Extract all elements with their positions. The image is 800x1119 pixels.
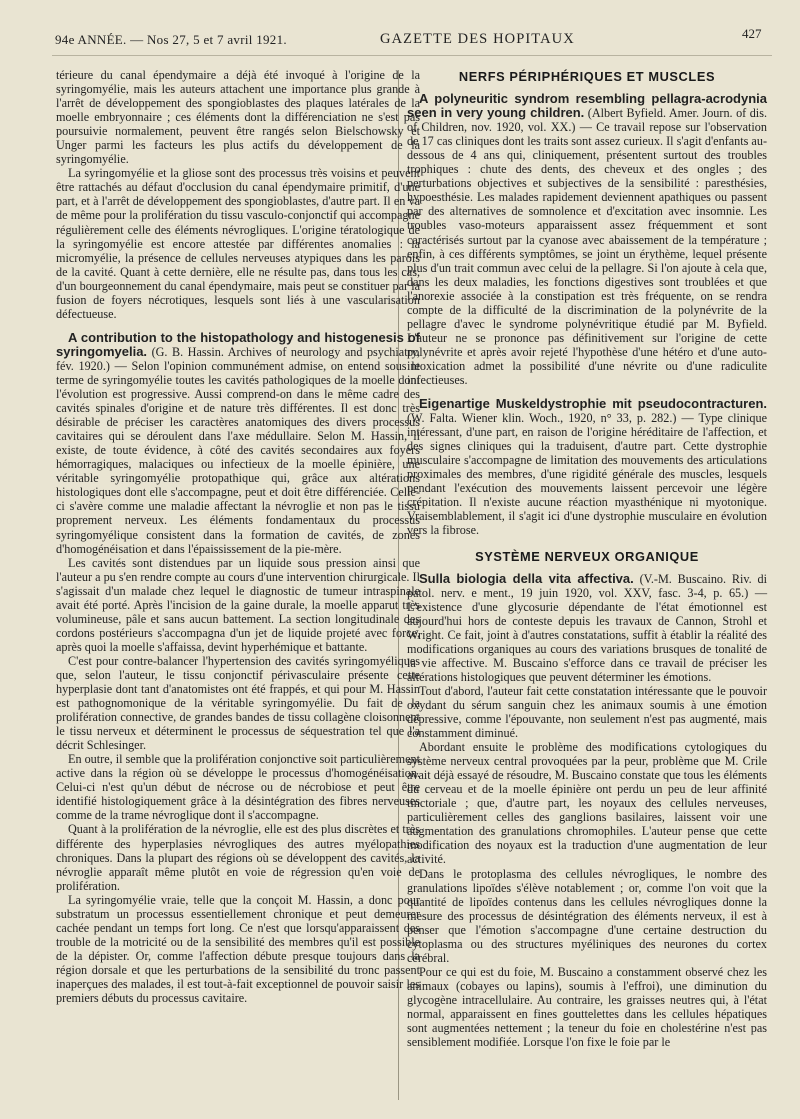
- header-rule: [52, 55, 772, 56]
- paragraph: Abordant ensuite le problème des modifications cytologiques du système nerveux central provoquées par la peur, problème que M. Crile avait déjà essayé de résoudre, M. Buscaino constate que tous les éléments du cerveau et de la moelle épinière ont perdu un peu de leur affinité tinctoriale ; que, d'autre part, les noyaux des cellules nerveuses, particulièrement celles des ganglions basilaires, laissent voir une augmentation des granulations chromophiles. L'auteur pense que cette modification des noyaux est la traduction d'une augmentation de leur activité.: [407, 740, 767, 867]
- paragraph: En outre, il semble que la prolifération conjonctive soit particulièrement active dans la région où se développe le processus d'homogénéisation. Celui-ci n'est qu'un début de nécrose ou de nécrobiose et peut être identifié histologiquement grâce à la désintégration des fibres nerveuses comme de la trame névroglique dont il s'accompagne.: [56, 752, 420, 823]
- paragraph: Quant à la prolifération de la névroglie, elle est des plus discrètes et très différente des hyperplasies névrogliques des autres myélopathies chroniques. Dans la plupart des régions où se développent des cavités, la névroglie apparaît même plutôt en voie de régression qu'en voie de prolifération.: [56, 822, 420, 893]
- article-hassin: [56, 331, 420, 556]
- paragraph: La syringomyélie vraie, telle que la conçoit M. Hassin, a donc pour substratum un processus essentiellement chronique et peut demeurer cachée pendant un temps fort long. Ce n'est que lorsqu'apparaissent des trouble de la motricité ou de la sensibilité des membres qu'il est possible de la dépister. Or, comme l'affection débute presque toujours dans la région dorsale et que les perturbations de la sensibilité du tronc passent inaperçues des malades, il est tout-à-fait exceptionnel de pouvoir saisir les premiers débuts du processus cavitaire.: [56, 892, 420, 1006]
- journal-title: GAZETTE DES HOPITAUX: [380, 31, 575, 47]
- article-text: — Ce travail repose sur l'observation de 17 cas cliniques dont les traits sont assez curieux. Il s'agit d'enfants au-dessous de 4 ans qui, cliniquement, présentent surtout des troubles trophiques : chute des dents, des cheveux et des ongles ; des perturbations objectives et subjectives de la sensibilité : paresthésies, hypoesthésie. Les malades rapidement deviennent apathiques ou passent par des alternatives de somnolence et d'excitation avec insomnie. Les troubles vaso-moteurs apparaissent assez fréquemment et sont caractérisés surtout par la cyanose avec abaissement de la température ; enfin, à ces différents symptômes, se joint un érythème, lequel présente plus d'un trait commun avec celui de la pellagre. Si l'on ajoute à cela que, dans les deux maladies, les fonctions digestives sont troublées et que l'anorexie associée à la constipation est très fréquente, on se rendra compte de la difficulté de la discrimination de la polynévrite de la pellagre d'avec le syndrome polynévritique étudié par M. Byfield. L'auteur ne se prononce pas définitivement sur l'origine de cette polynévrite et après avoir rejeté l'hypothèse d'une hétéro et d'une auto-intoxication admet la possibilité d'une névrite ou d'une radiculite infectieuses.: [407, 120, 767, 387]
- article-falta: [407, 397, 767, 537]
- article-text: — Type clinique intéressant, d'une part, en raison de l'origine héréditaire de l'affection, et des signes cliniques qui la traduisent, d'autre part. Cette dystrophie musculaire s'accompagne de limitation des mouvements des articulations proximales des membres, d'une rigidité générale des muscles, lesquels pendant l'exécution des mouvements laissent percevoir une légère crépitation. Il n'existe aucune réaction myasthénique ni myotonique. Vraisemblablement, il s'agit ici d'une dystrophie musculaire en évolution vers la fibrose.: [407, 411, 767, 538]
- issue-info: 94e ANNÉE. — Nos 27, 5 et 7 avril 1921.: [55, 32, 287, 47]
- paragraph: C'est pour contre-balancer l'hypertension des cavités syringomyéliques que, selon l'auteur, le tissu conjonctif périvasculaire présente cette hyperplasie dont tant d'anatomistes ont été frappés, et qui pour M. Hassin est pathognomonique de la véritable syringomyélie. Du fait de la prolifération connective, de grandes bandes de tissu collagène cloisonnent le tissu nerveux et déterminent le processus de séquestration tel que l'a décrit Schlesinger.: [56, 653, 420, 753]
- paragraph: Dans le protoplasma des cellules névrogliques, le nombre des granulations lipoïdes s'élève notablement ; or, comme l'on voit que la quantité de lipoïdes contenus dans les cellules névrogliques donne la mesure des processus de désintégration des éléments nerveux, il est à penser que l'émotion s'accompagne d'une certaine destruction du cytoplasma ou des structures myéliniques des neurones du cortex cérébral.: [407, 866, 767, 965]
- article-text: — L'existence d'une glycosurie dépendante de l'état émotionnel est aujourd'hui hors de conteste depuis les travaux de Cannon, Strohl et Wright. Ce fait, joint à d'autres constatations, suffit à établir la réalité des modifications organiques au cours des variations brusques de tonalité de la vie affective. M. Buscaino s'efforce dans ce travail de préciser les altérations histologiques que peuvent déterminer les émotions.: [407, 585, 768, 684]
- section-heading: SYSTÈME NERVEUX ORGANIQUE: [475, 548, 699, 564]
- article-reference: (Albert Byfield. Amer. Journ. of dis. of Children, nov. 1920, vol. XX.): [407, 106, 767, 135]
- article-title: Sulla biologia della vita affectiva.: [419, 570, 634, 586]
- paragraph: térieure du canal épendymaire a déjà été invoqué à l'origine de la syringomyélie, mais les auteurs attachent une importance plus grande à l'arrêt de développement des spongioblastes des plaques latérales de la moelle embryonnaire ; ces éléments dont la différenciation ne s'est pas poursuivie normalement, peuvent être rangés selon Bielschowsky et Unger parmi les facteurs les plus actifs du développement de la syringomyélie.: [56, 68, 420, 167]
- paragraph: Les cavités sont distendues par un liquide sous pression ainsi que l'auteur a pu s'en rendre compte au cours d'une intervention chirurgicale. Il s'agissait d'un malade chez lequel le diagnostic de tumeur intraspinale avait été porté. Après l'incision de la gaine durale, la moelle apparut très volumineuse, pâle et sans aucun battement. La section longitudinale des cordons postérieurs s'accompagna d'un jet de liquide projeté avec force, après quoi la moelle s'affaissa, devint hyperhémique et battante.: [56, 555, 420, 654]
- article-buscaino: [407, 572, 767, 684]
- article-byfield: [407, 92, 767, 387]
- page-header: [50, 22, 770, 50]
- page-number: 427: [742, 26, 762, 41]
- article-title: Eigenartige Muskeldystrophie mit pseudocontracturen.: [419, 396, 767, 412]
- article-reference: (V.-M. Buscaino. Riv. di patol. nerv. e ment., 19 juin 1920, vol. XXV, fasc. 3-4, p. 65.): [407, 571, 768, 600]
- article-reference: (G. B. Hassin. Archives of neurology and psychiatry, fév. 1920.): [56, 344, 420, 373]
- paragraph: Tout d'abord, l'auteur fait cette constatation intéressante que le pouvoir oxydant du sérum sanguin chez les animaux soumis à une émotion dépressive, comme l'épouvante, non seulement n'est pas augmenté, mais constamment diminué.: [407, 683, 767, 741]
- paragraph: Pour ce qui est du foie, M. Buscaino a constamment observé chez les animaux (cobayes ou lapins), soumis à l'effroi), une diminution du glycogène intracellulaire. Au contraire, les graisses neutres qui, à l'état normal, apparaissent en fines gouttelettes dans les cellules hépatiques sont augmentées nettement ; la teneur du foie en cholestérine n'est pas sensiblement modifiée. Lorsque l'on fixe le foie par le: [407, 964, 767, 1050]
- article-reference: (W. Falta. Wiener klin. Woch., 1920, n° 33, p. 282.): [407, 411, 677, 426]
- right-column: [407, 68, 767, 1049]
- article-title: A contribution to the histopathology and histogenesis of syringomyelia.: [56, 329, 420, 359]
- article-title: A polyneuritic syndrom resembling pellagra-acrodynia seen in very young children.: [407, 91, 767, 121]
- paragraph: La syringomyélie et la gliose sont des processus très voisins et peuvent être rattachés au défaut d'occlusion du canal épendymaire primitif, d'une part, et à l'arrêt de développement des spongioblastes, d'autre part. Il en va de même pour la prolifération du tissu vasculo-conjonctif qui accompagne régulièrement celle des éléments névrogliques. L'origine tératologique de la syringomyélie est encore attestée par différentes anomalies : la micromyélie, la présence de cellules nerveuses atypiques dans les parois de la cavité. Quant à cette dernière, elle ne résulte pas, dans tous les cas, d'un bourgeonnement du canal épendymaire, mais peut se constituer par la fusion de foyers nécrotiques, lesquels sont liés à une vascularisation défectueuse.: [56, 166, 420, 321]
- article-text: — Selon l'opinion communément admise, on entend sous le terme de syringomyélie toutes les cavités pathologiques de la moelle dont l'évolution est progressive. Aussi comprend-on dans le même cadre des cavités spinales d'origine et de nature très différentes. Il est donc très désirable de préciser les caractères anatomiques des divers processus cavitaires qui se déroulent dans l'axe médullaire. Selon M. Hassin, il existe, de toute évidence, à côté des cavités secondaires aux foyers hémorragiques, malaciques ou infectieux de la moelle épinière, une véritable syringomyélie protopathique qui, grâce aux altérations histologiques dont elle s'accompagne, peut et doit être différenciée. Celle-ci s'avère comme une maladie affectant la névroglie et non pas le tissu proprement nerveux. Les éléments fondamentaux du processus syringomyélique consistent dans la formation de cavités, de zones d'homogénéisation et dans l'épaississement de la pie-mère.: [56, 358, 421, 556]
- section-heading: NERFS PÉRIPHÉRIQUES ET MUSCLES: [458, 69, 716, 84]
- left-column: [56, 68, 420, 1005]
